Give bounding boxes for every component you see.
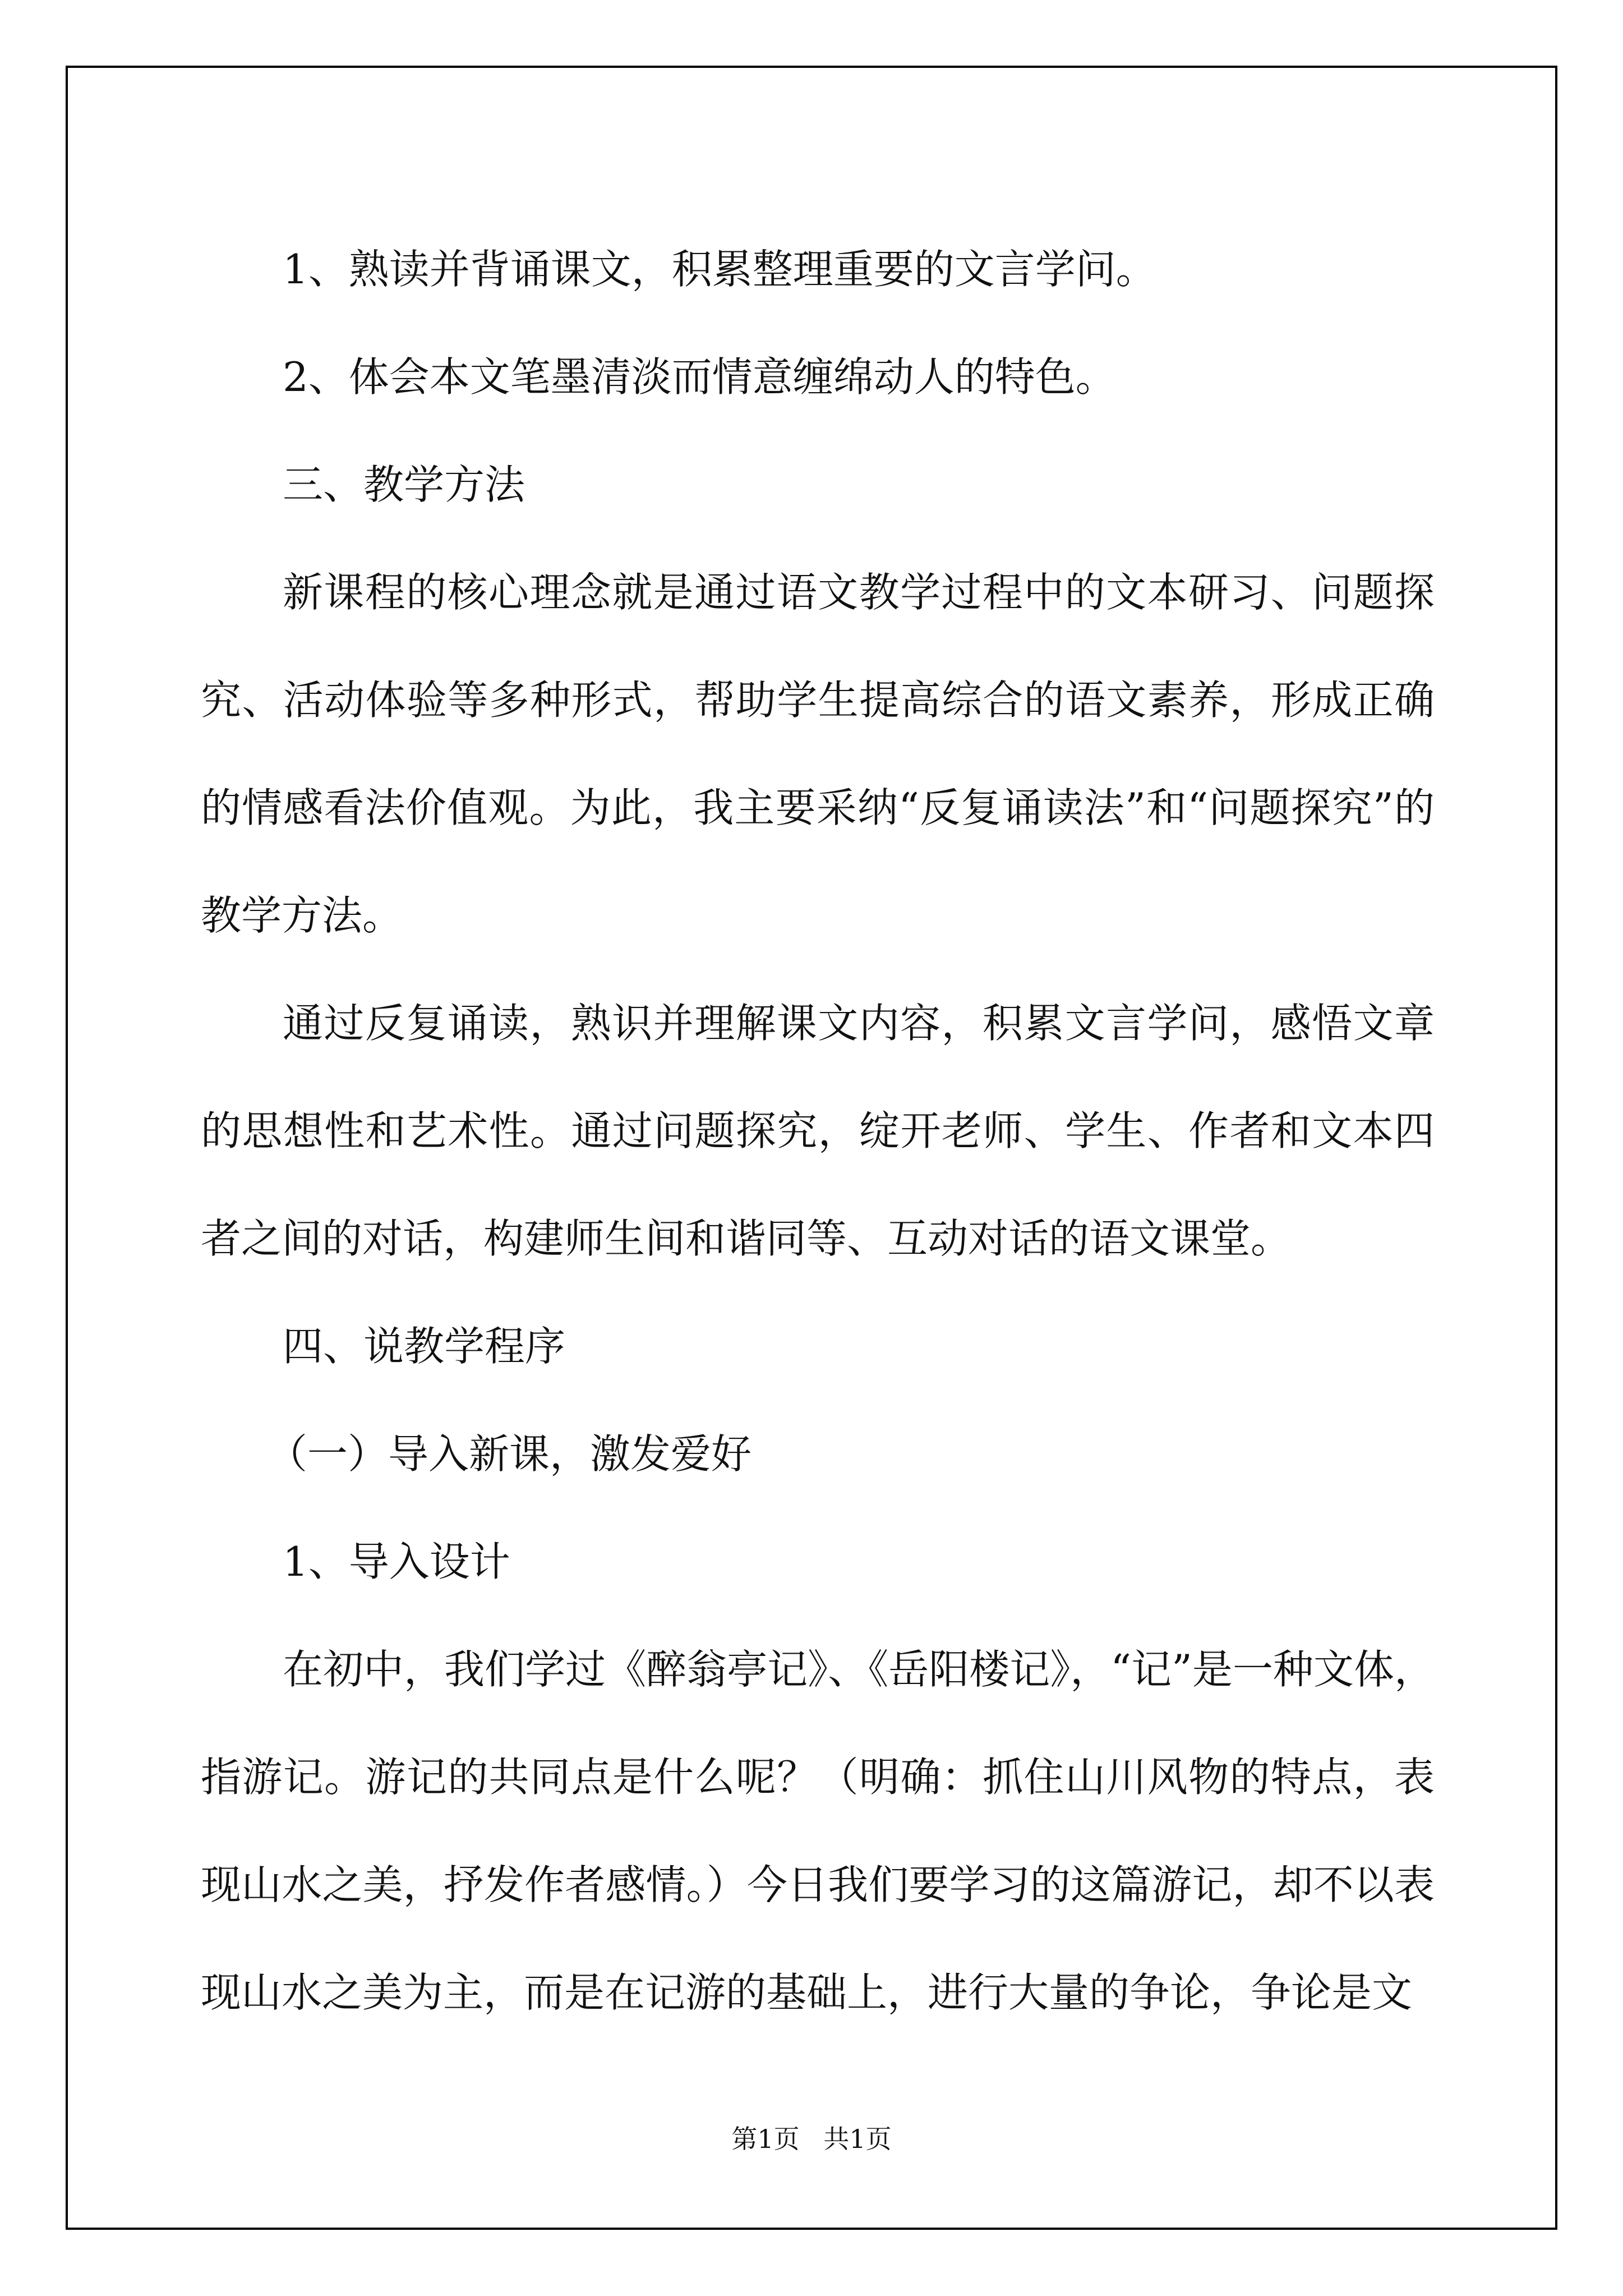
subheading-intro-design: 1、导入设计 <box>283 1538 510 1585</box>
subheading-intro-lesson: （一）导入新课，激发爱好 <box>267 1430 752 1478</box>
paragraph-objective-1: 1、熟读并背诵课文，积累整理重要的文言学问。 <box>283 246 1156 293</box>
paragraph-objective-2: 2、体会本文笔墨清淡而情意缠绵动人的特色。 <box>283 353 1116 401</box>
heading-teaching-procedure: 四、说教学程序 <box>283 1323 566 1370</box>
page-total: 共1页 <box>823 2124 892 2154</box>
page-footer <box>0 2119 1623 2156</box>
heading-teaching-method: 三、教学方法 <box>283 461 525 508</box>
document-body <box>201 215 1435 2046</box>
paragraph-method-intro: 新课程的核心理念就是通过语文教学过程中的文本研习、问题探究、活动体验等多种形式，帮助学生提高综合的语文素养，形成正确的情感看法价值观。为此，我主要采纳“反复诵读法”和“问题探究”的教学方法。 <box>201 569 1435 939</box>
paragraph-method-detail: 通过反复诵读，熟识并理解课文内容，积累文言学问，感悟文章的思想性和艺术性。通过问题探究，绽开老师、学生、作者和文本四者之间的对话，构建师生间和谐同等、互动对话的语文课堂。 <box>201 1000 1435 1262</box>
page-number: 第1页 <box>731 2124 800 2154</box>
paragraph-intro-design: 在初中，我们学过《醉翁亭记》、《岳阳楼记》，“记”是一种文体，指游记。游记的共同点是什么呢？（明确：抓住山川风物的特点，表现山水之美，抒发作者感情。）今日我们要学习的这篇游记，却不以表现山水之美为主，而是在记游的基础上，进行大量的争论，争论是文 <box>201 1646 1435 2016</box>
